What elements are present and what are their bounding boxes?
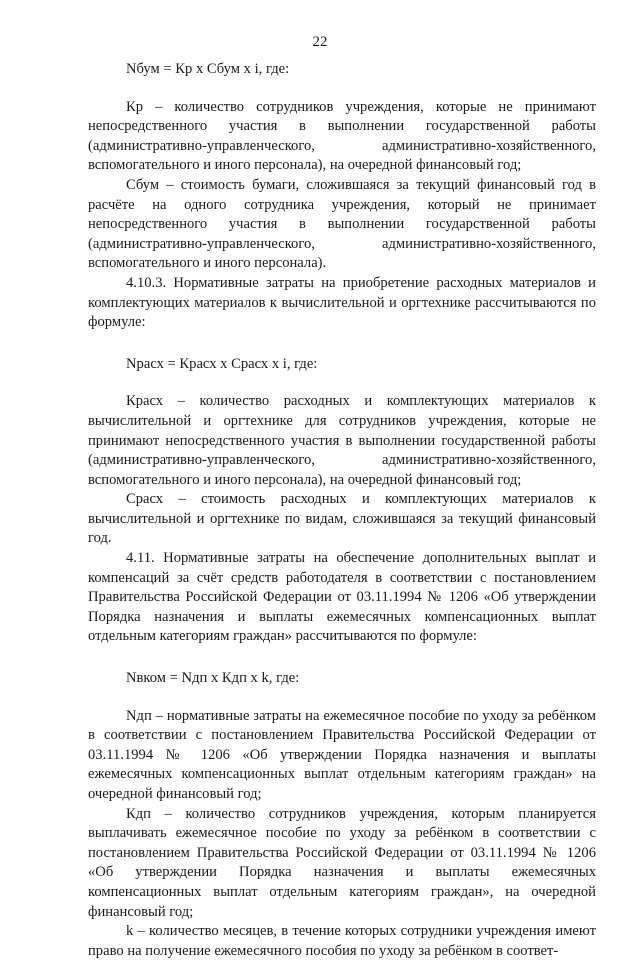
paragraph-srash-definition: Срасх – стоимость расходных и комплектующих материалов к вычислительной и оргтехнике по видам, сложившаяся за текущий финансовый год. — [88, 491, 596, 547]
page-content — [88, 58, 596, 961]
page-number: 22 — [312, 34, 328, 50]
paragraph-sbum-definition: Сбум – стоимость бумаги, сложившаяся за текущий финансовый год в расчёте на одного сотрудника учреждения, который не принимает непосредственного участия в выполнении государственной работы (административно-управленческого, административно-хозяйственного, вспомогательного и иного персонала). — [88, 176, 596, 272]
formula-compensation-cost: Nвком = Nдп х Кдп х k, где: — [126, 670, 300, 687]
paragraph-krash-definition: Красх – количество расходных и комплектующих материалов к вычислительной и оргтехнике для сотрудников учреждения, которые не принимают непосредственного участия в выполнении государственной работы (административно-управленческого, административно-хозяйственного, вспомогательного и иного персонала), на очередной финансовый год; — [88, 393, 596, 488]
paragraph-k-definition: k – количество месяцев, в течение которых сотрудники учреждения имеют право на получение ежемесячного пособия по уходу за ребёнком в соответ- — [88, 923, 596, 959]
paragraph-section-4-10-3: 4.10.3. Нормативные затраты на приобретение расходных материалов и комплектующих материалов к вычислительной и оргтехнике рассчитываются по формуле: — [88, 274, 596, 331]
formula-paper-cost: Nбум = Кр х Сбум х i, где: — [126, 61, 290, 77]
paragraph-kdp-definition: Кдп – количество сотрудников учреждения, которым планируется выплачивать ежемесячное пособие по уходу за ребёнком в соответствии с постановлением Правительства Российской Федерации от 03.11.1994 № 1206 «Об утверждении Порядка назначения и выплаты ежемесячных компенсационных выплат отдельным категориям граждан», на очередной финансовый год; — [88, 805, 596, 920]
formula-supplies-cost: Nрасх = Красх х Срасх х i, где: — [126, 355, 318, 372]
paragraph-section-4-11: 4.11. Нормативные затраты на обеспечение дополнительных выплат и компенсаций за счёт средств работодателя в соответствии с постановлением Правительства Российской Федерации от 03.11.1994 № 1206 «Об утверждении Порядка назначения и выплаты ежемесячных компенсационных выплат отдельным категориям граждан» рассчитываются по формуле: — [88, 550, 596, 645]
paragraph-kr-definition: Кр – количество сотрудников учреждения, которые не принимают непосредственного участия в выполнении государственной работы (административно-управленческого, административно-хозяйственного, вспомогательного и иного персонала), на очередной финансовый год; — [88, 98, 596, 174]
paragraph-ndp-definition: Nдп – нормативные затраты на ежемесячное пособие по уходу за ребёнком в соответствии с постановлением Правительства Российской Федерации от 03.11.1994 № 1206 «Об утверждении Порядка назначения и выплаты ежемесячных компенсационных выплат отдельным категориям граждан» на очередной финансовый год; — [88, 707, 596, 802]
